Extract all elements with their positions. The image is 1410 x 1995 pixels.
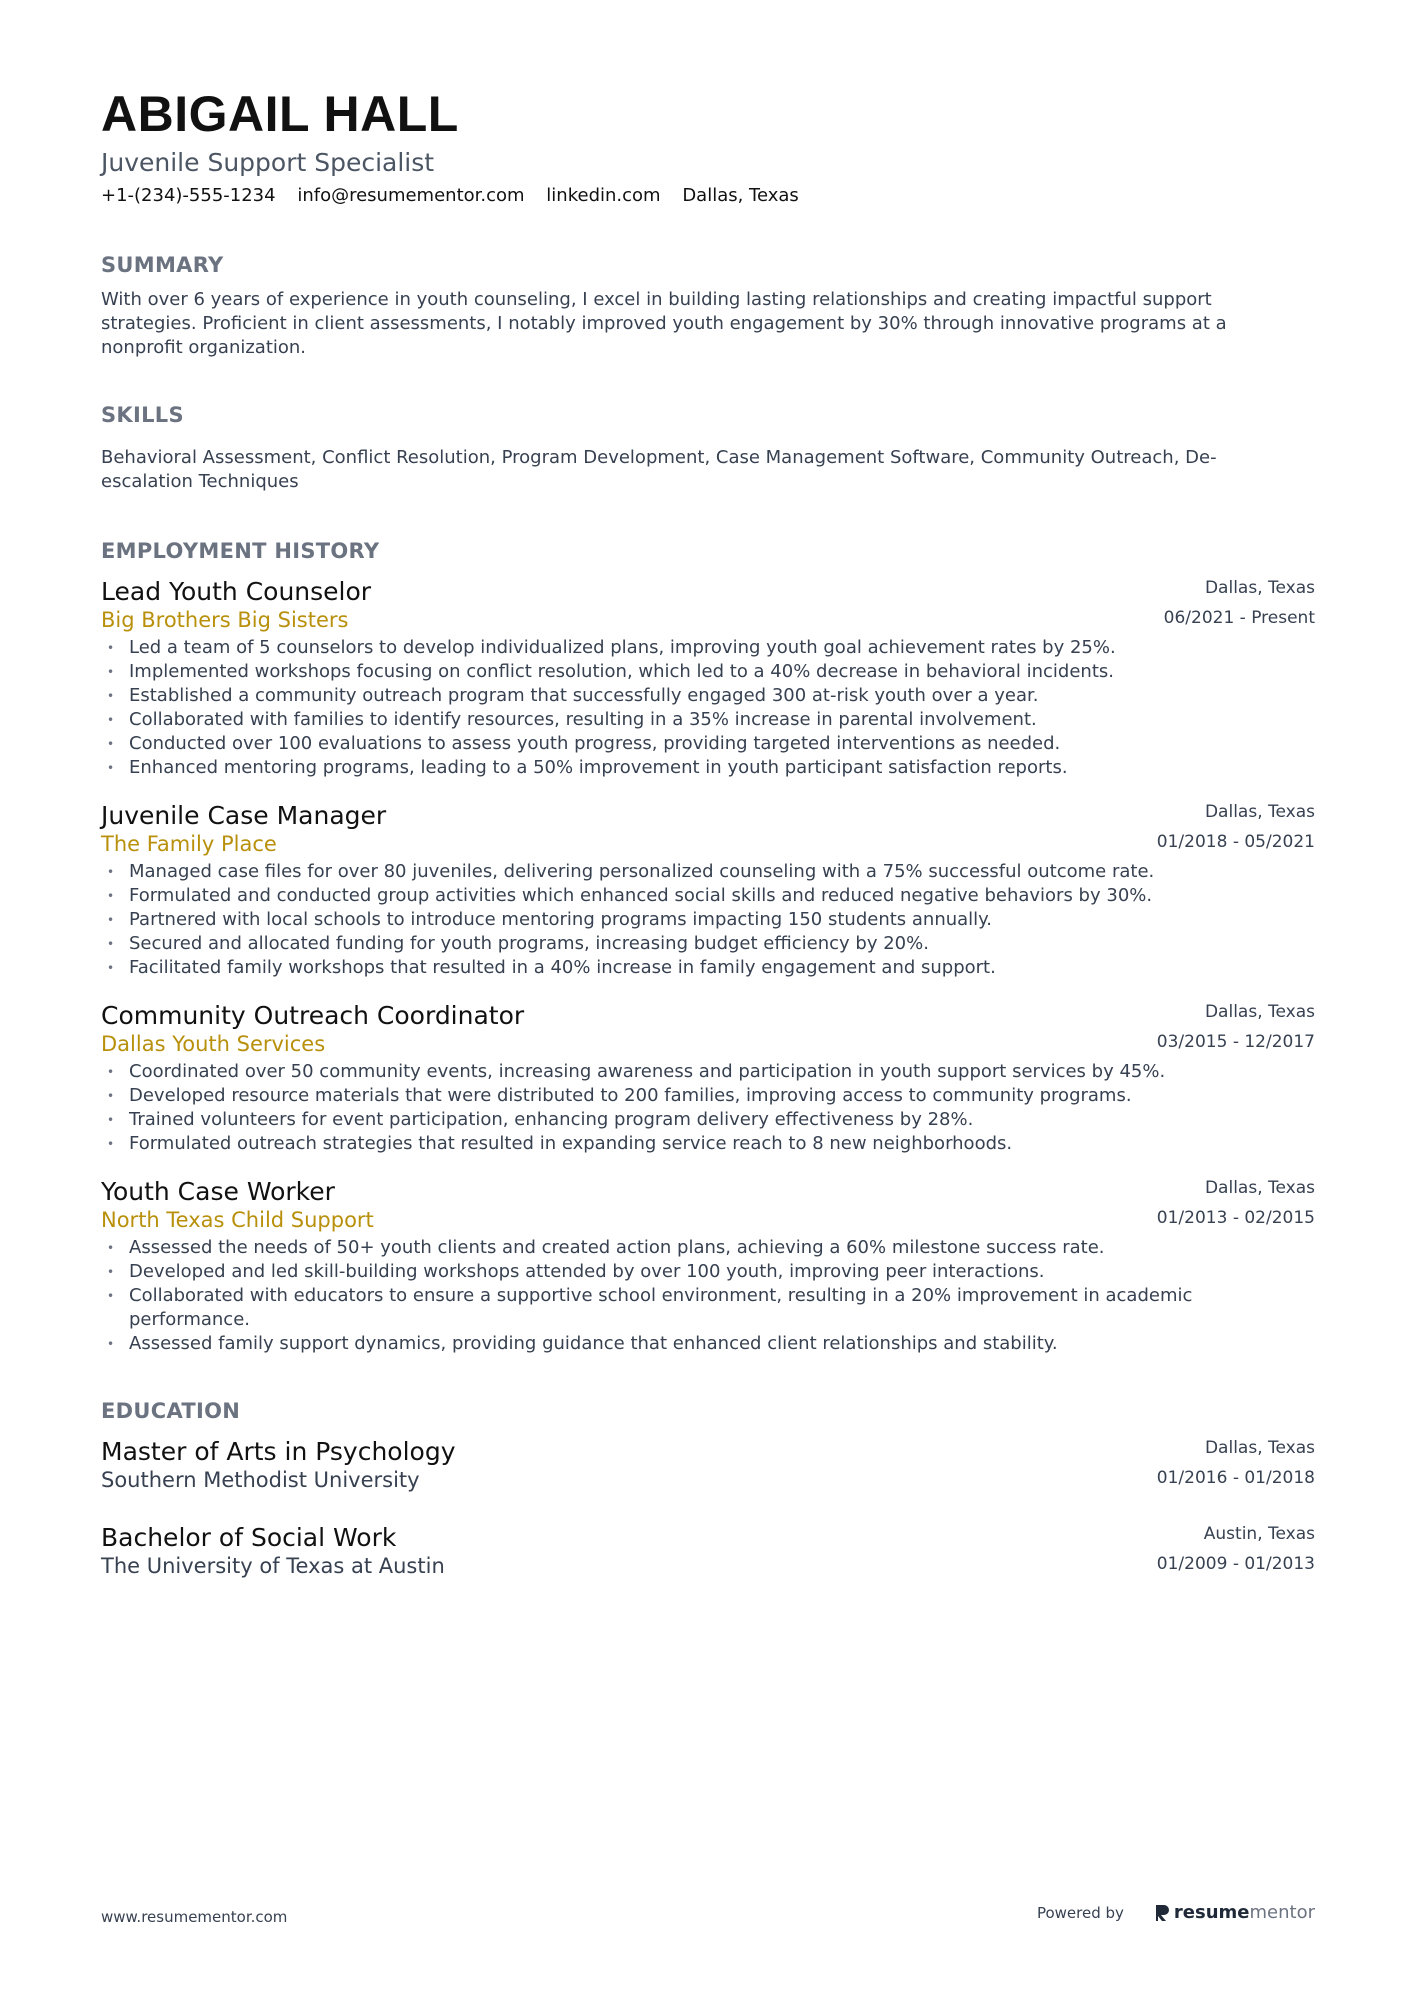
job-entry-bullets: [101, 1060, 1315, 1156]
bullet-item: • Assessed the needs of 50+ youth clients and created action plans, achieving a 60% milestone success rate.: [101, 1236, 1315, 1260]
logo-text-light: mentor: [1249, 1902, 1315, 1923]
contact-email[interactable]: info@resumementor.com: [297, 185, 525, 206]
job-entry-dates: 06/2021 - Present: [1163, 608, 1315, 628]
resume-page: [101, 84, 1315, 1582]
education-entry: [101, 1522, 1315, 1582]
education-dates: 01/2009 - 01/2013: [1156, 1554, 1315, 1574]
bullet-item: • Collaborated with families to identify resources, resulting in a 35% increase in parental involvement.: [101, 708, 1315, 732]
resumementor-logo-icon: [1154, 1903, 1170, 1923]
job-entry-dates: 01/2018 - 05/2021: [1156, 832, 1315, 852]
job-entry-location: Dallas, Texas: [1204, 802, 1315, 822]
education-location: Austin, Texas: [1203, 1524, 1315, 1544]
job-entry-title: Community Outreach Coordinator: [101, 1001, 525, 1030]
bullet-item: • Conducted over 100 evaluations to assess youth progress, providing targeted interventions as needed.: [101, 732, 1315, 756]
bullet-item: • Secured and allocated funding for youth programs, increasing budget efficiency by 20%.: [101, 932, 1315, 956]
bullet-item: • Implemented workshops focusing on conflict resolution, which led to a 40% decrease in behavioral incidents.: [101, 660, 1315, 684]
footer-website[interactable]: www.resumementor.com: [101, 1908, 288, 1926]
contact-line: [101, 182, 1315, 210]
contact-linkedin[interactable]: linkedin.com: [546, 185, 661, 206]
bullet-item: • Enhanced mentoring programs, leading to a 50% improvement in youth participant satisfaction reports.: [101, 756, 1315, 780]
job-entry-company: Big Brothers Big Sisters: [101, 608, 349, 632]
education-degree: Bachelor of Social Work: [101, 1523, 397, 1552]
logo-text-bold: resume: [1173, 1902, 1250, 1923]
summary-text: With over 6 years of experience in youth counseling, I excel in building lasting relationships and creating impactful support strategies. Proficient in client assessments, I notably improved youth engagement by 30% through innovative programs at a nonprofit organization.: [101, 289, 1227, 358]
bullet-item: • Formulated and conducted group activities which enhanced social skills and reduced negative behaviors by 30%.: [101, 884, 1315, 908]
bullet-item: • Assessed family support dynamics, providing guidance that enhanced client relationships and stability.: [101, 1332, 1315, 1356]
bullet-item: • Trained volunteers for event participation, enhancing program delivery effectiveness by 28%.: [101, 1108, 1315, 1132]
job-entry-bullets: [101, 1236, 1315, 1356]
skills-heading: SKILLS: [101, 403, 184, 427]
job-entry: [101, 800, 1315, 980]
job-entry-title: Youth Case Worker: [101, 1177, 335, 1206]
job-entry-location: Dallas, Texas: [1204, 1002, 1315, 1022]
contact-phone: +1-(234)-555-1234: [101, 185, 276, 206]
skills-text: Behavioral Assessment, Conflict Resolution, Program Development, Case Management Software, Community Outreach, De-escalation Techniques: [101, 447, 1217, 492]
employment-heading: EMPLOYMENT HISTORY: [101, 539, 380, 563]
education-location: Dallas, Texas: [1204, 1438, 1315, 1458]
education-heading: EDUCATION: [101, 1399, 241, 1423]
job-entry: [101, 1176, 1315, 1356]
education-school: Southern Methodist University: [101, 1468, 420, 1492]
candidate-name: ABIGAIL HALL: [101, 86, 459, 142]
education-degree: Master of Arts in Psychology: [101, 1437, 456, 1466]
summary-section: [101, 250, 1315, 360]
education-entry: [101, 1436, 1315, 1496]
job-entry: [101, 1000, 1315, 1156]
job-title: Juvenile Support Specialist: [101, 148, 435, 177]
job-entry-company: The Family Place: [101, 832, 277, 856]
footer-branding: [1037, 1902, 1315, 1923]
bullet-item: • Coordinated over 50 community events, increasing awareness and participation in youth support services by 45%.: [101, 1060, 1315, 1084]
education-school: The University of Texas at Austin: [101, 1554, 445, 1578]
summary-heading: SUMMARY: [101, 253, 224, 277]
job-entry-company: North Texas Child Support: [101, 1208, 374, 1232]
education-dates: 01/2016 - 01/2018: [1156, 1468, 1315, 1488]
job-entry-dates: 03/2015 - 12/2017: [1156, 1032, 1315, 1052]
education-section: [101, 1396, 1315, 1582]
job-entry-location: Dallas, Texas: [1204, 1178, 1315, 1198]
bullet-item: • Developed resource materials that were distributed to 200 families, improving access to community programs.: [101, 1084, 1315, 1108]
powered-by-label: Powered by: [1036, 1903, 1124, 1922]
bullet-item: • Partnered with local schools to introduce mentoring programs impacting 150 students annually.: [101, 908, 1315, 932]
bullet-item: • Established a community outreach program that successfully engaged 300 at-risk youth over a year.: [101, 684, 1315, 708]
job-entry-title: Lead Youth Counselor: [101, 577, 372, 606]
job-entry-bullets: [101, 636, 1315, 780]
bullet-item: • Developed and led skill-building workshops attended by over 100 youth, improving peer interactions.: [101, 1260, 1315, 1284]
bullet-item: • Facilitated family workshops that resulted in a 40% increase in family engagement and support.: [101, 956, 1315, 980]
job-entry-location: Dallas, Texas: [1204, 578, 1315, 598]
job-entry-bullets: [101, 860, 1315, 980]
skills-section: [101, 400, 1315, 494]
job-entry: [101, 576, 1315, 780]
bullet-item: • Led a team of 5 counselors to develop individualized plans, improving youth goal achievement rates by 25%.: [101, 636, 1315, 660]
employment-section: [101, 536, 1315, 1356]
job-entry-company: Dallas Youth Services: [101, 1032, 326, 1056]
job-entry-title: Juvenile Case Manager: [101, 801, 387, 830]
bullet-item: • Managed case files for over 80 juveniles, delivering personalized counseling with a 75% successful outcome rate.: [101, 860, 1315, 884]
bullet-item: • Formulated outreach strategies that resulted in expanding service reach to 8 new neighborhoods.: [101, 1132, 1315, 1156]
bullet-item: • Collaborated with educators to ensure a supportive school environment, resulting in a 20% improvement in academic performance.: [101, 1284, 1315, 1332]
resumementor-logo[interactable]: [1154, 1902, 1315, 1923]
contact-location: Dallas, Texas: [682, 185, 799, 206]
job-entry-dates: 01/2013 - 02/2015: [1156, 1208, 1315, 1228]
